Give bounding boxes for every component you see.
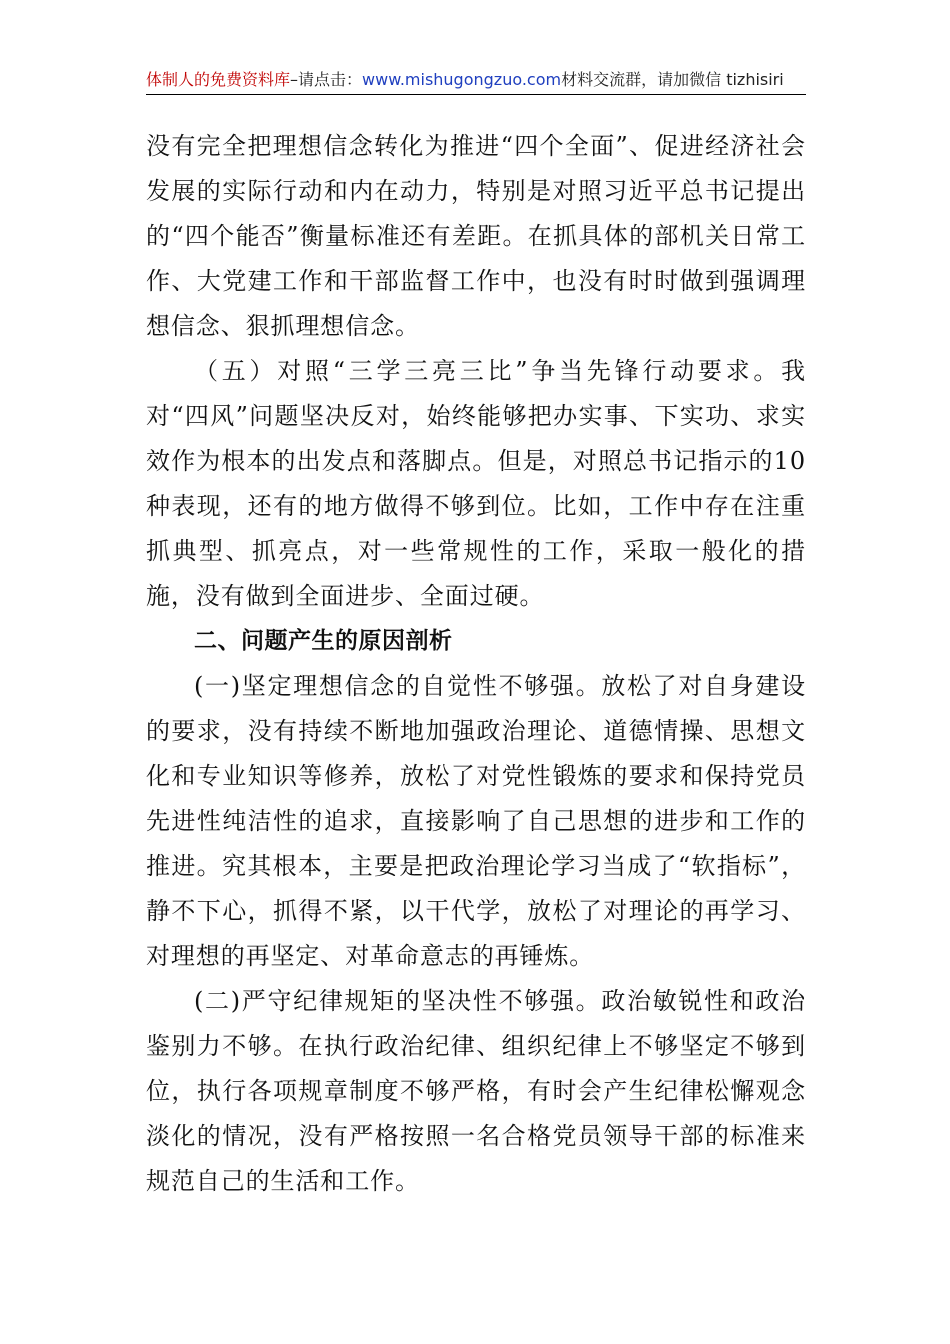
paragraph-1: 没有完全把理想信念转化为推进“四个全面”、促进经济社会发展的实际行动和内在动力，特别是对照习近平总书记提出的“四个能否”衡量标准还有差距。在抓具体的部机关日常工作、大党建工作和干部监督工作中，也没有时时做到强调理想信念、狠抓理想信念。 [146,132,806,340]
paragraph-4: (二)严守纪律规矩的坚决性不够强。政治敏锐性和政治鉴别力不够。在执行政治纪律、组织纪律上不够坚定不够到位，执行各项规章制度不够严格，有时会产生纪律松懈观念淡化的情况，没有严格按照一名合格党员领导干部的标准来规范自己的生活和工作。 [146,987,806,1195]
section-title: 二、问题产生的原因剖析 [194,628,453,654]
document-body [146,124,806,1204]
header-site-name: 体制人的免费资料库 [146,70,291,89]
paragraph-2: （五）对照“三学三亮三比”争当先锋行动要求。我对“四风”问题坚决反对，始终能够把办实事、下实功、求实效作为根本的出发点和落脚点。但是，对照总书记指示的10种表现，还有的地方做得不够到位。比如，工作中存在注重抓典型、抓亮点，对一些常规性的工作，采取一般化的措施，没有做到全面进步、全面过硬。 [146,357,806,610]
header-prompt: –请点击： [290,70,363,89]
header-banner [146,68,806,95]
paragraph-3: (一)坚定理想信念的自觉性不够强。放松了对自身建设的要求，没有持续不断地加强政治理论、道德情操、思想文化和专业知识等修养，放松了对党性锻炼的要求和保持党员先进性纯洁性的追求，直接影响了自己思想的进步和工作的推进。究其根本，主要是把政治理论学习当成了“软指标”，静不下心，抓得不紧，以干代学，放松了对理论的再学习、对理想的再坚定、对革命意志的再锤炼。 [146,672,806,970]
header-link[interactable]: www.mishugongzuo.com [362,70,562,89]
header-note: 材料交流群，请加微信 tizhisiri [561,70,784,89]
